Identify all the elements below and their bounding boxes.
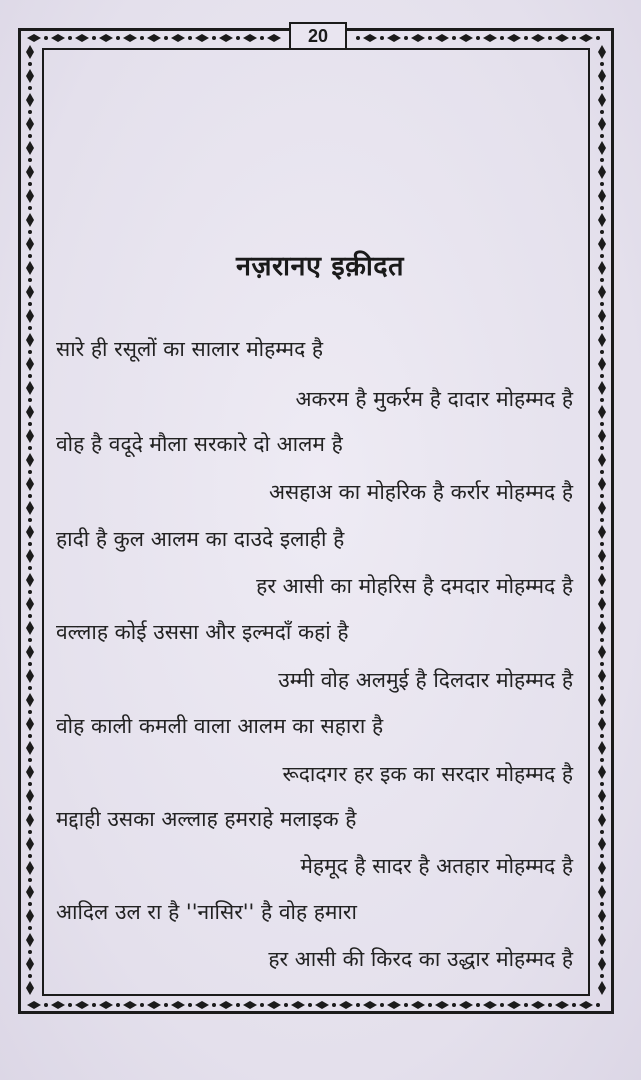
border-dot: [28, 902, 32, 906]
border-diamond: [598, 501, 606, 515]
border-dot: [28, 422, 32, 426]
border-dot: [600, 422, 604, 426]
border-diamond: [26, 717, 34, 731]
border-dot: [28, 638, 32, 642]
border-dot: [28, 302, 32, 306]
border-diamond: [26, 621, 34, 635]
border-diamond: [26, 885, 34, 899]
border-dot: [28, 590, 32, 594]
border-diamond: [26, 429, 34, 443]
border-diamond: [26, 93, 34, 107]
border-dot: [600, 902, 604, 906]
verse-line-4a: वल्लाह कोई उससा और इल्मदाँ कहां है: [56, 620, 349, 644]
border-dot: [600, 590, 604, 594]
verse-line-4b: उम्मी वोह अलमुई है दिलदार मोहम्मद है: [278, 668, 573, 692]
border-diamond: [147, 1001, 161, 1009]
border-dot: [600, 734, 604, 738]
border-diamond: [26, 861, 34, 875]
border-diamond: [598, 357, 606, 371]
border-diamond: [598, 717, 606, 731]
border-diamond: [51, 1001, 65, 1009]
border-dot: [600, 398, 604, 402]
border-dot: [116, 1003, 120, 1007]
border-diamond: [483, 1001, 497, 1009]
border-dot: [28, 374, 32, 378]
border-dot: [600, 278, 604, 282]
border-dot: [28, 158, 32, 162]
border-diamond: [598, 549, 606, 563]
border-dot: [164, 36, 168, 40]
border-diamond: [531, 34, 545, 42]
border-dot: [92, 36, 96, 40]
border-dot: [28, 614, 32, 618]
border-diamond: [26, 165, 34, 179]
border-diamond: [26, 597, 34, 611]
border-diamond: [26, 69, 34, 83]
border-dot: [308, 1003, 312, 1007]
border-dot: [116, 36, 120, 40]
border-dot: [600, 830, 604, 834]
border-diamond: [171, 1001, 185, 1009]
border-diamond: [26, 405, 34, 419]
border-diamond: [267, 1001, 281, 1009]
border-diamond: [598, 597, 606, 611]
border-dot: [524, 1003, 528, 1007]
border-dot: [380, 1003, 384, 1007]
border-dot: [28, 806, 32, 810]
border-diamond: [26, 645, 34, 659]
border-diamond: [123, 1001, 137, 1009]
border-dot: [260, 36, 264, 40]
border-dot: [428, 1003, 432, 1007]
border-dot: [600, 662, 604, 666]
border-dot: [28, 878, 32, 882]
border-dot: [28, 134, 32, 138]
border-dot: [28, 278, 32, 282]
border-diamond: [598, 789, 606, 803]
border-dot: [600, 302, 604, 306]
border-diamond: [26, 141, 34, 155]
border-diamond: [598, 405, 606, 419]
border-dot: [44, 36, 48, 40]
verse-line-1b: अकरम है मुकर्रम है दादार मोहम्मद है: [295, 387, 573, 411]
border-dot: [212, 1003, 216, 1007]
border-dot: [500, 1003, 504, 1007]
border-diamond: [598, 45, 606, 59]
border-dot: [600, 638, 604, 642]
border-dot: [28, 710, 32, 714]
border-dot: [28, 182, 32, 186]
border-dot: [68, 36, 72, 40]
border-diamond: [598, 261, 606, 275]
border-dot: [600, 158, 604, 162]
border-dot: [28, 86, 32, 90]
border-dot: [600, 518, 604, 522]
border-diamond: [26, 741, 34, 755]
border-dot: [600, 566, 604, 570]
border-dot: [92, 1003, 96, 1007]
border-dot: [28, 230, 32, 234]
border-dot: [28, 494, 32, 498]
verse-line-1a: सारे ही रसूलों का सालार मोहम्मद है: [56, 337, 324, 361]
border-dot: [476, 1003, 480, 1007]
border-dot: [28, 110, 32, 114]
border-dot: [28, 566, 32, 570]
border-dot: [28, 854, 32, 858]
border-diamond: [598, 117, 606, 131]
border-diamond: [99, 34, 113, 42]
border-diamond: [75, 34, 89, 42]
border-dot: [380, 36, 384, 40]
border-dot: [28, 830, 32, 834]
border-dot: [164, 1003, 168, 1007]
border-dot: [212, 36, 216, 40]
border-diamond: [147, 34, 161, 42]
border-diamond: [243, 1001, 257, 1009]
border-diamond: [267, 34, 281, 42]
border-dot: [188, 1003, 192, 1007]
border-dot: [600, 374, 604, 378]
border-dot: [524, 36, 528, 40]
border-diamond: [598, 885, 606, 899]
border-diamond: [26, 549, 34, 563]
border-diamond: [27, 1001, 41, 1009]
border-diamond: [26, 909, 34, 923]
border-dot: [356, 36, 360, 40]
border-dot: [572, 1003, 576, 1007]
border-dot: [404, 36, 408, 40]
border-diamond: [51, 34, 65, 42]
verse-line-3a: हादी है कुल आलम का दाउदे इलाही है: [56, 527, 345, 551]
border-dot: [28, 662, 32, 666]
border-dot: [600, 470, 604, 474]
border-diamond: [507, 34, 521, 42]
border-diamond: [339, 1001, 353, 1009]
border-dot: [548, 36, 552, 40]
border-dot: [28, 470, 32, 474]
border-diamond: [99, 1001, 113, 1009]
border-diamond: [26, 981, 34, 995]
border-diamond: [411, 34, 425, 42]
border-diamond: [26, 501, 34, 515]
border-dot: [600, 182, 604, 186]
border-diamond: [598, 165, 606, 179]
border-diamond: [26, 669, 34, 683]
border-diamond: [26, 333, 34, 347]
border-diamond: [555, 34, 569, 42]
verse-line-6a: मद्दाही उसका अल्लाह हमराहे मलाइक है: [56, 807, 357, 831]
border-dot: [500, 36, 504, 40]
verse-line-5b: रूदादगर हर इक का सरदार मोहम्मद है: [282, 762, 573, 786]
border-dot: [452, 36, 456, 40]
border-diamond: [26, 957, 34, 971]
border-diamond: [195, 1001, 209, 1009]
border-dot: [600, 350, 604, 354]
border-dot: [28, 350, 32, 354]
border-dot: [600, 614, 604, 618]
border-dot: [28, 398, 32, 402]
border-dot: [600, 782, 604, 786]
border-diamond: [26, 693, 34, 707]
border-dot: [600, 710, 604, 714]
border-diamond: [435, 34, 449, 42]
border-dot: [28, 326, 32, 330]
border-diamond: [598, 189, 606, 203]
border-diamond: [26, 261, 34, 275]
border-diamond: [598, 429, 606, 443]
border-diamond: [598, 693, 606, 707]
border-diamond: [598, 213, 606, 227]
verse-line-2b: असहाअ का मोहरिक है कर्रार मोहम्मद है: [269, 480, 573, 504]
border-diamond: [598, 933, 606, 947]
border-dot: [596, 1003, 600, 1007]
border-dot: [28, 758, 32, 762]
border-diamond: [598, 93, 606, 107]
verse-line-6b: मेहमूद है सादर है अतहार मोहम्मद है: [300, 854, 573, 878]
border-diamond: [598, 741, 606, 755]
border-diamond: [411, 1001, 425, 1009]
border-diamond: [387, 1001, 401, 1009]
border-dot: [596, 36, 600, 40]
border-diamond: [598, 861, 606, 875]
border-diamond: [123, 34, 137, 42]
border-diamond: [555, 1001, 569, 1009]
verse-line-5a: वोह काली कमली वाला आलम का सहारा है: [56, 714, 384, 738]
border-dot: [260, 1003, 264, 1007]
border-diamond: [75, 1001, 89, 1009]
border-diamond: [26, 45, 34, 59]
border-diamond: [363, 34, 377, 42]
border-dot: [600, 446, 604, 450]
border-diamond: [598, 525, 606, 539]
border-diamond: [26, 381, 34, 395]
border-diamond: [195, 34, 209, 42]
border-diamond: [598, 333, 606, 347]
border-diamond: [243, 34, 257, 42]
border-diamond: [598, 645, 606, 659]
border-dot: [600, 542, 604, 546]
border-diamond: [598, 813, 606, 827]
border-dot: [28, 782, 32, 786]
verse-line-7b: हर आसी की किरद का उद्धार मोहम्मद है: [268, 947, 573, 971]
border-diamond: [26, 189, 34, 203]
border-dot: [600, 926, 604, 930]
border-dot: [428, 36, 432, 40]
border-dot: [476, 36, 480, 40]
border-diamond: [26, 357, 34, 371]
border-diamond: [26, 285, 34, 299]
border-diamond: [435, 1001, 449, 1009]
border-dot: [356, 1003, 360, 1007]
border-dot: [332, 1003, 336, 1007]
border-diamond: [598, 285, 606, 299]
border-dot: [404, 1003, 408, 1007]
border-diamond: [219, 1001, 233, 1009]
border-diamond: [26, 933, 34, 947]
border-diamond: [598, 237, 606, 251]
border-diamond: [531, 1001, 545, 1009]
border-diamond: [26, 765, 34, 779]
border-dot: [600, 494, 604, 498]
border-diamond: [26, 573, 34, 587]
page-number: 20: [289, 22, 347, 50]
border-dot: [600, 878, 604, 882]
border-dot: [600, 686, 604, 690]
border-dot: [600, 62, 604, 66]
border-dot: [600, 950, 604, 954]
border-diamond: [171, 34, 185, 42]
poem-title: नज़रानए इक़ीदत: [235, 251, 405, 282]
border-dot: [140, 1003, 144, 1007]
border-dot: [140, 36, 144, 40]
border-dot: [600, 854, 604, 858]
border-diamond: [483, 34, 497, 42]
border-diamond: [219, 34, 233, 42]
border-diamond: [598, 957, 606, 971]
border-dot: [600, 86, 604, 90]
border-diamond: [598, 765, 606, 779]
border-dot: [28, 62, 32, 66]
border-diamond: [598, 669, 606, 683]
border-dot: [68, 1003, 72, 1007]
border-diamond: [598, 837, 606, 851]
border-dot: [28, 974, 32, 978]
border-diamond: [26, 525, 34, 539]
border-dot: [600, 254, 604, 258]
border-diamond: [26, 837, 34, 851]
border-diamond: [26, 813, 34, 827]
border-diamond: [598, 453, 606, 467]
border-diamond: [598, 141, 606, 155]
border-dot: [28, 254, 32, 258]
border-dot: [236, 1003, 240, 1007]
border-dot: [28, 446, 32, 450]
border-dot: [28, 518, 32, 522]
border-dot: [600, 326, 604, 330]
border-dot: [600, 230, 604, 234]
border-dot: [600, 206, 604, 210]
border-dot: [28, 542, 32, 546]
border-dot: [28, 686, 32, 690]
border-diamond: [598, 381, 606, 395]
verse-line-3b: हर आसी का मोहरिस है दमदार मोहम्मद है: [256, 574, 573, 598]
border-dot: [572, 36, 576, 40]
border-dot: [600, 134, 604, 138]
border-diamond: [291, 1001, 305, 1009]
border-dot: [284, 1003, 288, 1007]
border-diamond: [27, 34, 41, 42]
border-diamond: [598, 477, 606, 491]
verse-line-7a: आदिल उल रा है ''नासिर'' है वोह हमारा: [56, 900, 357, 924]
border-dot: [28, 206, 32, 210]
border-diamond: [507, 1001, 521, 1009]
border-diamond: [459, 1001, 473, 1009]
border-diamond: [598, 909, 606, 923]
border-diamond: [26, 213, 34, 227]
border-diamond: [26, 477, 34, 491]
border-diamond: [598, 573, 606, 587]
border-diamond: [579, 1001, 593, 1009]
border-diamond: [598, 981, 606, 995]
border-dot: [600, 110, 604, 114]
border-dot: [28, 734, 32, 738]
border-dot: [28, 926, 32, 930]
border-diamond: [598, 309, 606, 323]
border-diamond: [26, 309, 34, 323]
border-dot: [28, 950, 32, 954]
border-dot: [236, 36, 240, 40]
border-diamond: [26, 789, 34, 803]
verse-line-2a: वोह है वदूदे मौला सरकारे दो आलम है: [56, 432, 343, 456]
border-dot: [600, 974, 604, 978]
border-dot: [452, 1003, 456, 1007]
border-diamond: [26, 117, 34, 131]
border-dot: [600, 758, 604, 762]
border-diamond: [598, 69, 606, 83]
border-diamond: [598, 621, 606, 635]
border-diamond: [459, 34, 473, 42]
border-diamond: [363, 1001, 377, 1009]
border-diamond: [315, 1001, 329, 1009]
border-diamond: [26, 237, 34, 251]
border-diamond: [579, 34, 593, 42]
border-dot: [188, 36, 192, 40]
border-dot: [548, 1003, 552, 1007]
border-dot: [600, 806, 604, 810]
border-diamond: [26, 453, 34, 467]
border-dot: [44, 1003, 48, 1007]
border-diamond: [387, 34, 401, 42]
